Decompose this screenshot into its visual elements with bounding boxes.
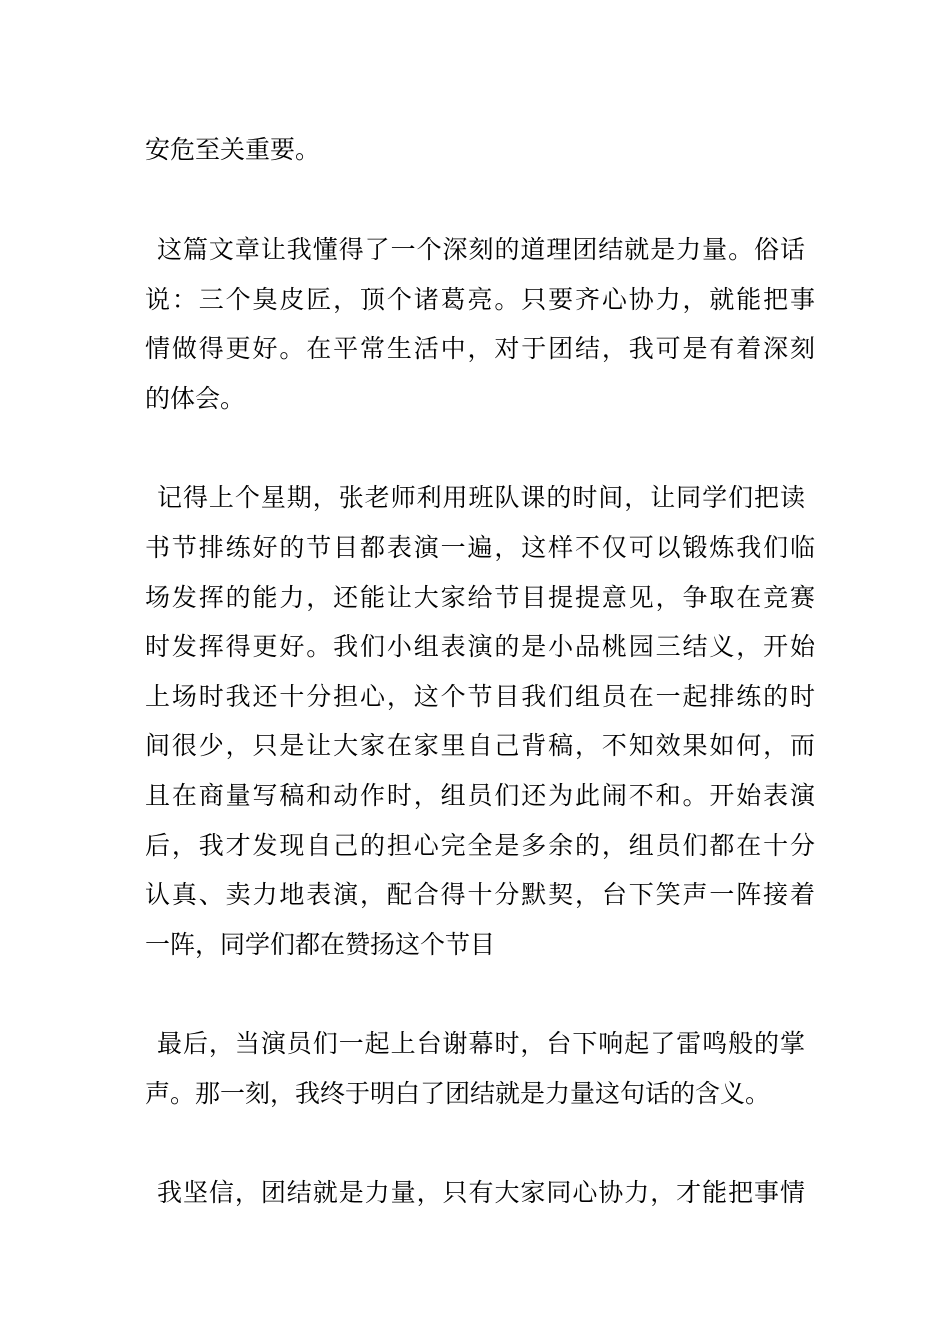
paragraph-5-line-1: 我坚信，团结就是力量，只有大家同心协力，才能把事情	[157, 1178, 805, 1207]
paragraph-3-line-4: 时发挥得更好。我们小组表演的是小品桃园三结义，开始	[145, 632, 815, 661]
paragraph-3-line-1: 记得上个星期，张老师利用班队课的时间，让同学们把读	[157, 483, 805, 512]
paragraph-2-line-4: 的体会。	[145, 384, 246, 413]
paragraph-3-line-3: 场发挥的能力，还能让大家给节目提提意见，争取在竞赛	[145, 583, 815, 612]
paragraph-4-line-1: 最后，当演员们一起上台谢幕时，台下响起了雷鸣般的掌	[157, 1029, 805, 1058]
paragraph-3-line-7: 且在商量写稿和动作时，组员们还为此闹不和。开始表演	[145, 781, 815, 810]
paragraph-3-line-9: 认真、卖力地表演，配合得十分默契，台下笑声一阵接着	[145, 880, 815, 909]
paragraph-3-line-10: 一阵，同学们都在赞扬这个节目	[145, 930, 496, 959]
paragraph-3-line-2: 书节排练好的节目都表演一遍，这样不仅可以锻炼我们临	[145, 533, 815, 562]
paragraph-3-line-5: 上场时我还十分担心，这个节目我们组员在一起排练的时	[145, 682, 815, 711]
paragraph-2-line-2: 说：三个臭皮匠，顶个诸葛亮。只要齐心协力，就能把事	[145, 285, 815, 314]
paragraph-1-line-1: 安危至关重要。	[145, 135, 321, 164]
paragraph-2-line-3: 情做得更好。在平常生活中，对于团结，我可是有着深刻	[145, 334, 815, 363]
paragraph-2-line-1: 这篇文章让我懂得了一个深刻的道理团结就是力量。俗话	[157, 235, 805, 264]
paragraph-4-line-2: 声。那一刻，我终于明白了团结就是力量这句话的含义。	[145, 1079, 771, 1108]
paragraph-3-line-8: 后，我才发现自己的担心完全是多余的，组员们都在十分	[145, 831, 815, 860]
paragraph-3-line-6: 间很少，只是让大家在家里自己背稿，不知效果如何，而	[145, 731, 815, 760]
